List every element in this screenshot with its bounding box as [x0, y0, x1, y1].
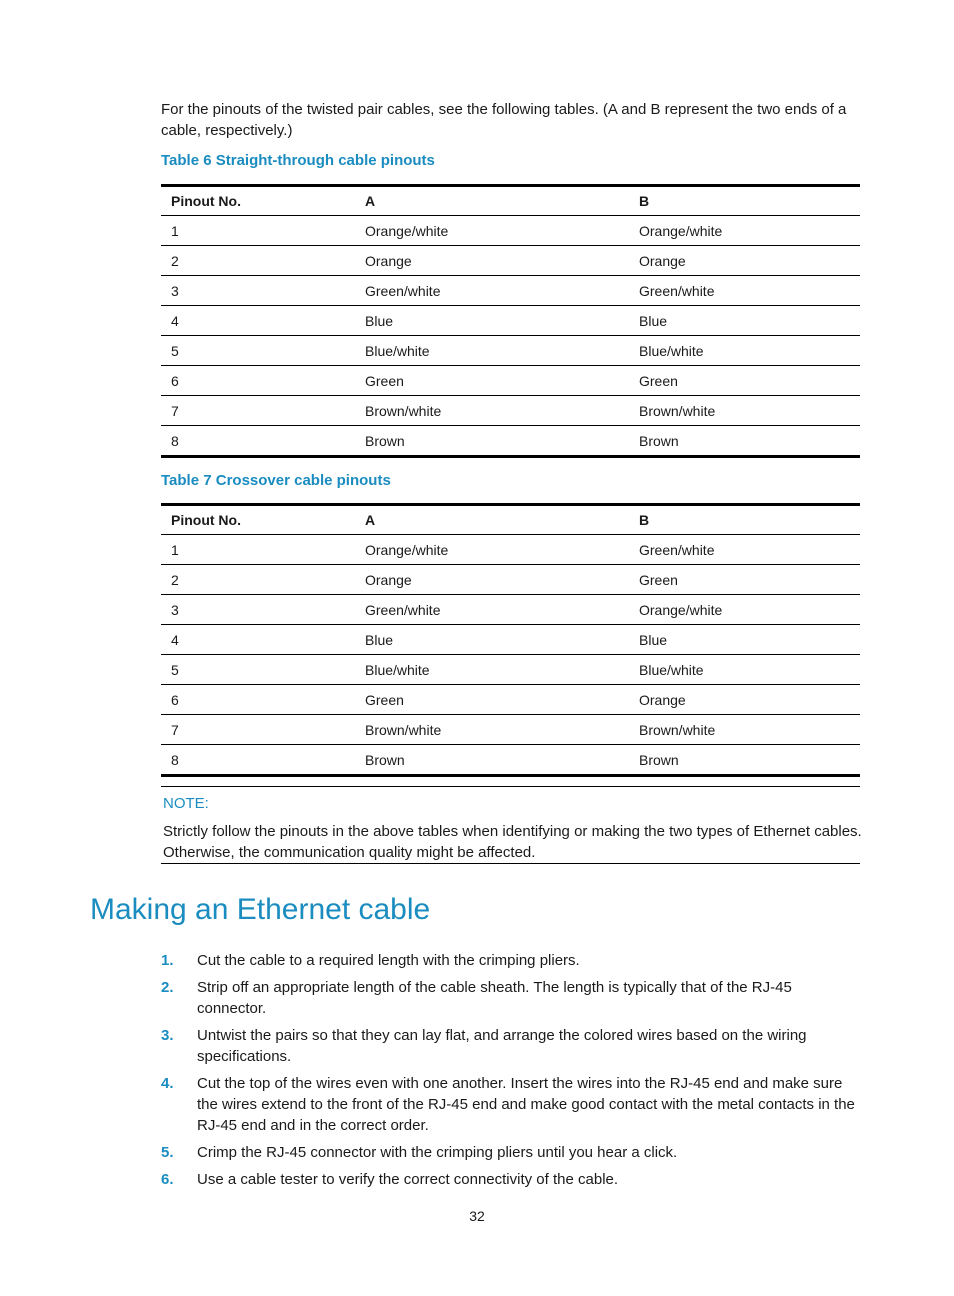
cell-b: Orange	[639, 691, 686, 708]
cell-a: Brown/white	[365, 402, 442, 419]
cell-a: Brown	[365, 751, 405, 768]
cell-b: Brown	[639, 432, 679, 449]
list-item	[161, 1142, 865, 1163]
cell-pinout: 3	[171, 282, 179, 299]
table-row	[161, 565, 860, 595]
cell-b: Blue/white	[639, 661, 704, 678]
cell-pinout: 1	[171, 541, 179, 558]
table-header-row	[161, 505, 860, 535]
table-header-row	[161, 186, 860, 216]
cell-pinout: 6	[171, 691, 179, 708]
cell-a: Blue/white	[365, 342, 430, 359]
cell-pinout: 2	[171, 252, 179, 269]
cell-b: Blue	[639, 312, 668, 329]
cell-pinout: 3	[171, 601, 179, 618]
cell-a: Brown	[365, 432, 405, 449]
cell-a: Green/white	[365, 601, 441, 618]
step-number: 5.	[161, 1144, 174, 1161]
table-row	[161, 396, 860, 426]
table-row	[161, 306, 860, 336]
step-text: Cut the cable to a required length with the crimping pliers.	[197, 952, 580, 969]
cell-b: Orange/white	[639, 222, 723, 239]
table-row	[161, 655, 860, 685]
step-number: 4.	[161, 1075, 174, 1092]
cell-a: Blue	[365, 312, 394, 329]
table-row	[161, 595, 860, 625]
cell-a: Brown/white	[365, 721, 442, 738]
cell-a: Green	[365, 691, 404, 708]
cell-a: Orange/white	[365, 541, 449, 558]
table-row	[161, 336, 860, 366]
cell-a: Green	[365, 372, 404, 389]
cell-pinout: 7	[171, 402, 179, 419]
table-row	[161, 366, 860, 396]
cell-b: Blue/white	[639, 342, 704, 359]
page-number: 32	[469, 1208, 485, 1224]
table6-caption: Table 6 Straight-through cable pinouts	[161, 152, 435, 169]
cell-pinout: 1	[171, 222, 179, 239]
header-pinout-no: Pinout No.	[171, 193, 241, 209]
table-row	[161, 216, 860, 246]
cell-b: Blue	[639, 631, 668, 648]
table7-caption: Table 7 Crossover cable pinouts	[161, 472, 391, 489]
cell-pinout: 4	[171, 631, 179, 648]
cell-b: Green	[639, 372, 678, 389]
table-row	[161, 426, 860, 457]
cell-a: Orange	[365, 571, 412, 588]
cell-a: Blue/white	[365, 661, 430, 678]
note-label: NOTE:	[163, 795, 209, 812]
step-text: Crimp the RJ-45 connector with the crimping pliers until you hear a click.	[197, 1144, 678, 1161]
cell-b: Orange/white	[639, 601, 723, 618]
cell-a: Orange/white	[365, 222, 449, 239]
section-title: Making an Ethernet cable	[90, 893, 431, 926]
header-a: A	[365, 512, 376, 528]
header-a: A	[365, 193, 376, 209]
list-item	[161, 1169, 865, 1190]
list-item	[161, 1073, 865, 1136]
table-row	[161, 745, 860, 776]
note-text: Strictly follow the pinouts in the above tables when identifying or making the two types of Ethernet cables. Otherwise, the communication quality might be affected.	[163, 823, 862, 861]
cell-b: Green	[639, 571, 678, 588]
cell-b: Green/white	[639, 541, 715, 558]
table-row	[161, 625, 860, 655]
header-b: B	[639, 512, 650, 528]
step-text: Untwist the pairs so that they can lay flat, and arrange the colored wires based on the wiring specifications.	[197, 1027, 807, 1065]
step-text: Strip off an appropriate length of the cable sheath. The length is typically that of the RJ-45 connector.	[197, 979, 792, 1017]
cell-pinout: 2	[171, 571, 179, 588]
table-row	[161, 685, 860, 715]
cell-a: Blue	[365, 631, 394, 648]
step-text: Cut the top of the wires even with one another. Insert the wires into the RJ-45 end and make sure the wires extend to the front of the RJ-45 end and make good contact with the metal contacts in the RJ-45 end and in the correct order.	[197, 1075, 855, 1134]
cell-a: Orange	[365, 252, 412, 269]
step-number: 1.	[161, 952, 174, 969]
cell-pinout: 6	[171, 372, 179, 389]
list-item	[161, 977, 865, 1019]
note-box	[161, 786, 860, 864]
cell-b: Brown/white	[639, 402, 716, 419]
straight-through-table	[161, 184, 860, 458]
cell-b: Orange	[639, 252, 686, 269]
step-number: 6.	[161, 1171, 174, 1188]
crossover-table	[161, 503, 860, 777]
table-row	[161, 715, 860, 745]
table-row	[161, 276, 860, 306]
cell-pinout: 5	[171, 342, 179, 359]
step-text: Use a cable tester to verify the correct connectivity of the cable.	[197, 1171, 619, 1188]
header-pinout-no: Pinout No.	[171, 512, 241, 528]
cell-pinout: 5	[171, 661, 179, 678]
cell-b: Brown	[639, 751, 679, 768]
cell-pinout: 8	[171, 751, 179, 768]
cell-pinout: 4	[171, 312, 179, 329]
step-number: 3.	[161, 1027, 174, 1044]
table-row	[161, 535, 860, 565]
step-number: 2.	[161, 979, 174, 996]
cell-pinout: 8	[171, 432, 179, 449]
table-row	[161, 246, 860, 276]
list-item	[161, 950, 865, 971]
cell-a: Green/white	[365, 282, 441, 299]
intro-paragraph: For the pinouts of the twisted pair cables, see the following tables. (A and B represent the two ends of a cable, respectively.)	[161, 101, 847, 139]
header-b: B	[639, 193, 650, 209]
steps-list	[161, 950, 865, 1196]
cell-b: Green/white	[639, 282, 715, 299]
list-item	[161, 1025, 865, 1067]
cell-pinout: 7	[171, 721, 179, 738]
cell-b: Brown/white	[639, 721, 716, 738]
